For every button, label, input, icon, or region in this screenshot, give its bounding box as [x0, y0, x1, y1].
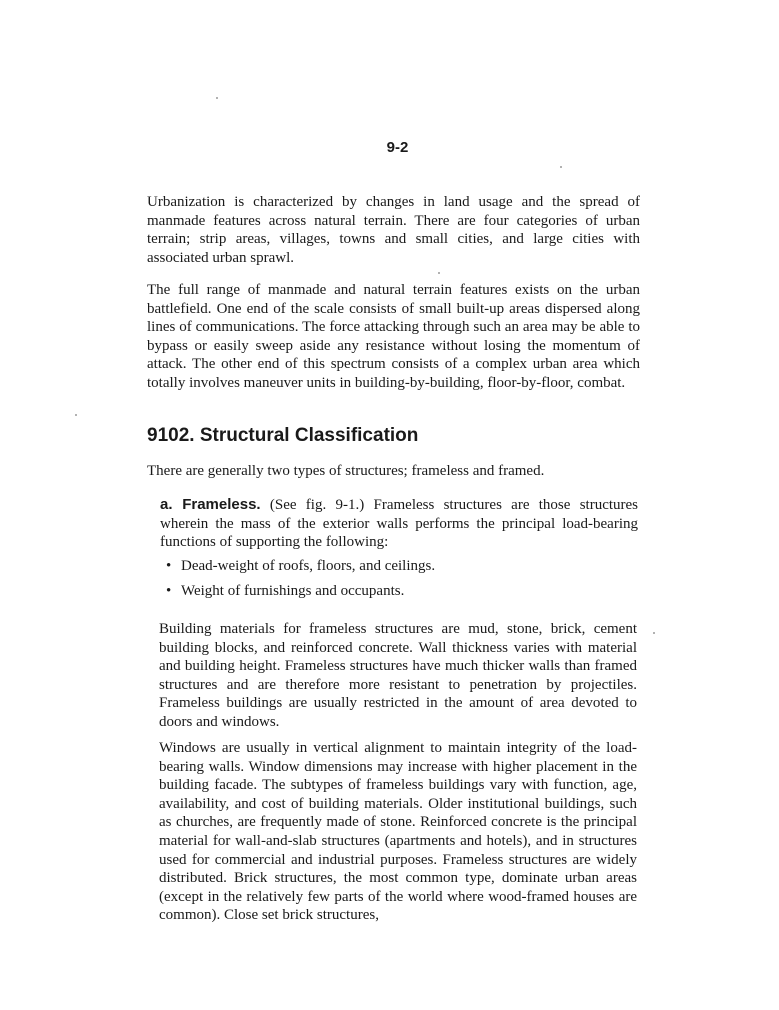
frameless-label: a. Frameless.: [160, 496, 261, 513]
bullet-item: • Dead-weight of roofs, floors, and ceilings.: [166, 558, 435, 583]
intro-paragraph-2: The full range of manmade and natural terrain features exists on the urban battlefield. One end of the scale consists of small built-up areas dispersed along lines of communications. The force attacking through such an area may be able to bypass or easily sweep aside any resistance without losing the momentum of attack. The other end of this spectrum consists of a complex urban area which totally involves maneuver units in building-by-building, floor-by-floor, combat.: [147, 282, 640, 391]
scan-speck: [560, 166, 562, 168]
section-heading: 9102. Structural Classification: [147, 425, 419, 446]
frameless-text: (See fig. 9-1.) Frameless structures are those structures wherein the mass of the exterior walls performs the principal load-bearing functions of supporting the following:: [160, 497, 639, 551]
windows-paragraph: Windows are usually in vertical alignment to maintain integrity of the load-bearing walls. Window dimensions may increase with higher placement in the building facade. The subtypes of frameless buildings vary with function, age, availability, and cost of building materials. Older institutional buildings, such as churches, are frequently made of stone. Reinforced concrete is the principal material for wall-and-slab structures (apartments and hotels), and in structures used for commercial and industrial purposes. Frameless structures are widely distributed. Brick structures, the most common type, dominate urban areas (except in the relatively few parts of the world where wood-framed houses are common). Close set brick structures,: [159, 740, 637, 924]
scan-speck: [216, 97, 218, 99]
bullet-item: • Weight of furnishings and occupants.: [166, 583, 435, 608]
page-number: 9-2: [386, 139, 409, 156]
section-intro: There are generally two types of structures; frameless and framed.: [147, 463, 545, 479]
intro-paragraph-1: Urbanization is characterized by changes in land usage and the spread of manmade features across natural terrain. There are four categories of urban terrain; strip areas, villages, towns and small cities, and large cities with associated urban sprawl.: [147, 194, 640, 266]
frameless-bullet-list: [166, 558, 435, 608]
materials-paragraph: Building materials for frameless structures are mud, stone, brick, cement building blocks, and reinforced concrete. Wall thickness varies with material and building height. Frameless structures have much thicker walls than framed structures and are therefore more resistant to penetration by projectiles. Frameless buildings are usually restricted in the amount of area devoted to doors and windows.: [159, 621, 637, 730]
scan-speck: [75, 414, 77, 416]
frameless-paragraph: [160, 496, 638, 552]
scan-speck: [653, 632, 655, 634]
scan-speck: [438, 272, 440, 274]
